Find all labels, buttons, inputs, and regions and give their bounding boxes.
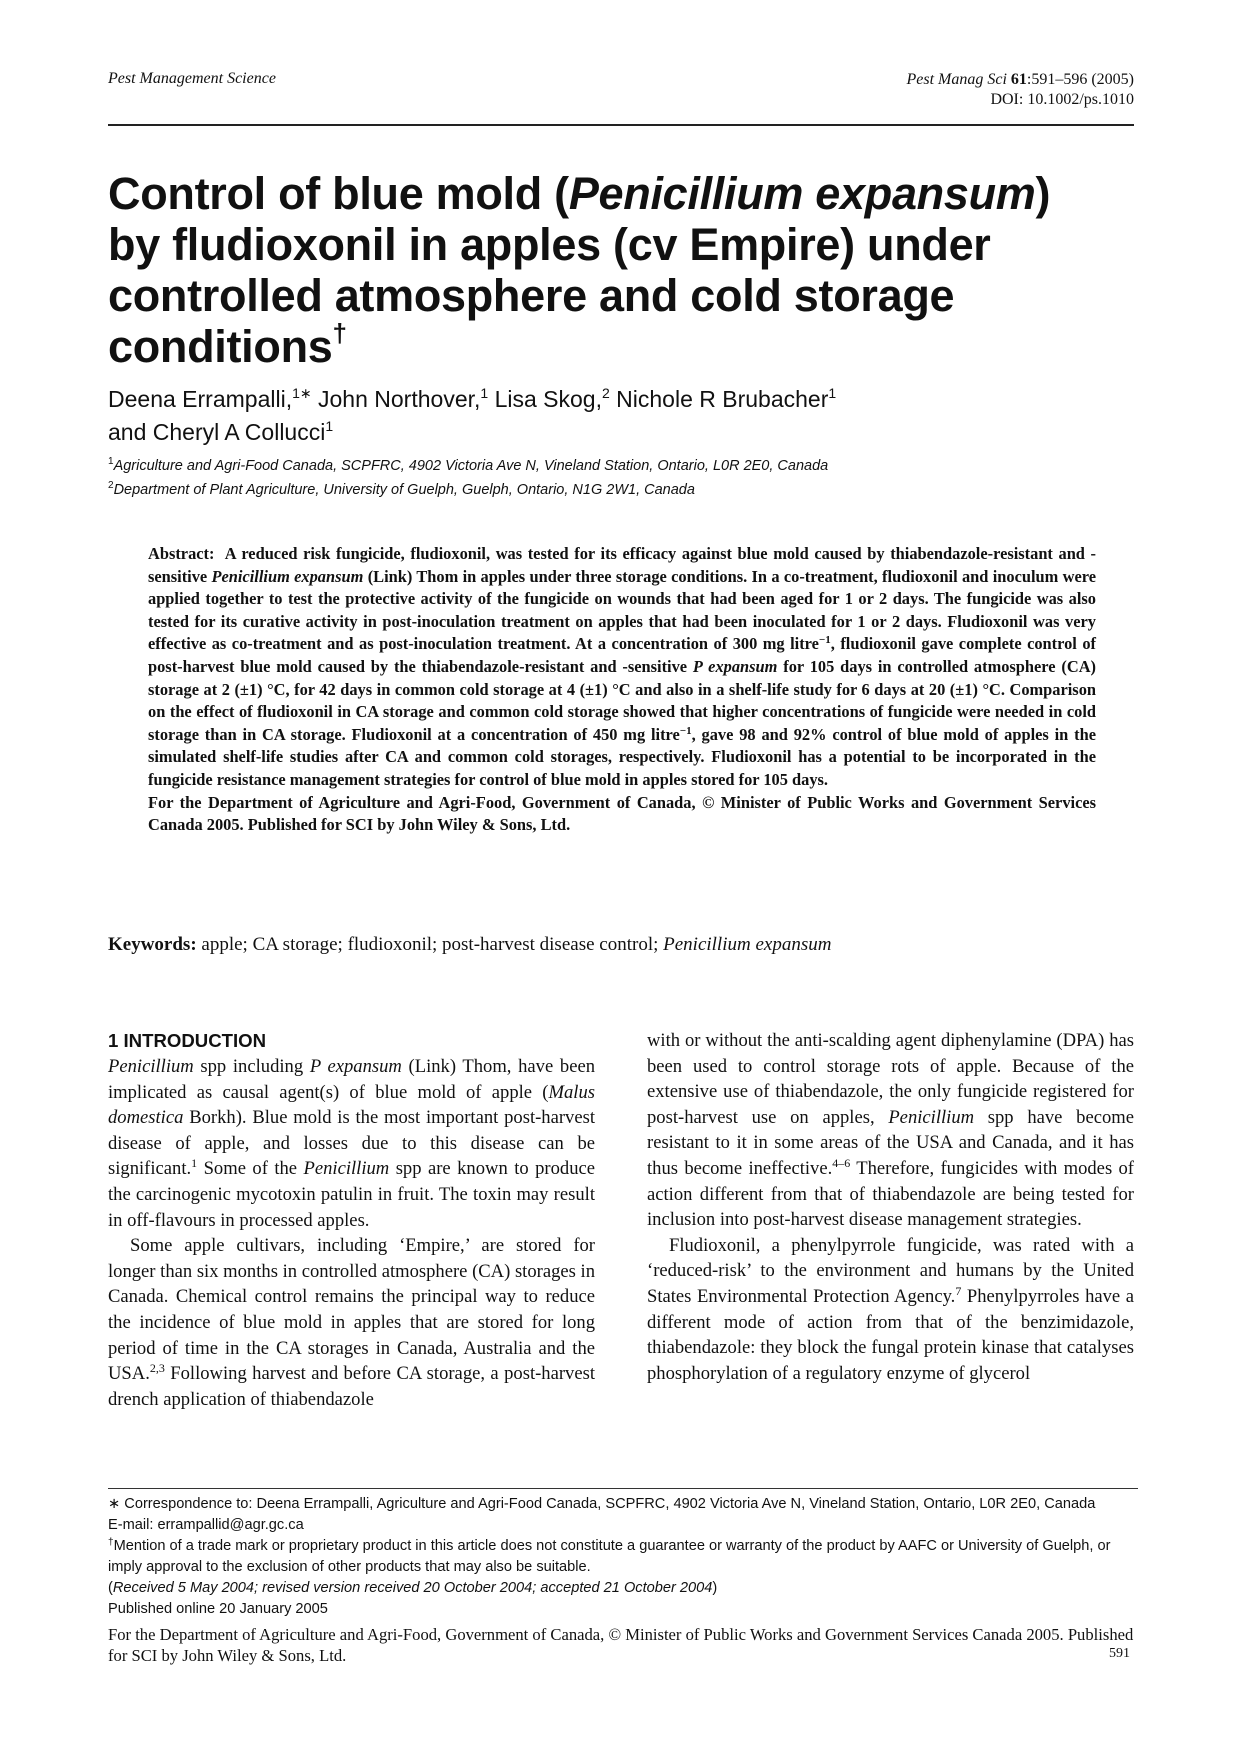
abstract-text: , gave 98 and 92% control of blue mold of apples in the simulated shelf-life studies after CA and common cold storages, respectively. Fludioxonil has a potential to be incorporated in the fungicide resistance management strategies for control of blue mold in apples stored for 105 days. [148,724,1096,789]
left-column [108,1028,595,1412]
author: John Northover, [311,386,481,412]
author: Nichole R Brubacher [609,386,829,412]
body-text: Some apple cultivars, including ‘Empire,’ are stored for longer than six months in controlled atmosphere (CA) storages in Canada. Chemical control remains the principal way to reduce the incidence of blue mold in apples that are stored for long period of time in the CA storages in Canada, Australia and the USA. [108,1235,595,1385]
body-text: spp are known to produce the carcinogenic mycotoxin patulin in fruit. The toxin may result in off-flavours in processed apples. [108,1158,595,1231]
body-text: Phenylpyrroles have a different mode of action from that of the benzimidazole, thiabendazole: they block the fungal protein kinase that catalyses phosphorylation of a regulatory enzyme of glycerol [647,1285,1134,1384]
paren: ) [712,1580,718,1596]
footer-copyright: For the Department of Agriculture and Agri-Food, Government of Canada, © Minister of Public Works and Government Services Canada 2005. Published for SCI by John Wiley & Sons, Ltd. [108,1625,1134,1665]
citation-pages: :591–596 (2005) [1026,71,1134,88]
paragraph [647,1233,1134,1387]
author: and Cheryl A Collucci [108,419,326,445]
page-number: 591 [1109,1646,1130,1661]
title-dagger: † [332,318,347,348]
trademark-note [108,1536,1138,1578]
affiliation [108,454,1138,478]
affiliation-number: 1 [108,456,114,467]
abstract-text: for 105 days in controlled atmosphere (CA) storage at 2 (±1) °C, for 42 days in common cold storage at 4 (±1) °C and also in a shelf-life study for 6 days at 20 (±1) °C. Comparison on the effect of fludioxonil in CA storage and common cold storage showed that higher concentrations of fungicide were needed in cold storage than in CA storage. Fludioxonil at a concentration of 450 mg litre [148,656,1096,744]
citation-journal: Pest Manag Sci [906,71,1007,88]
italic-text: Penicillium [888,1106,975,1128]
abstract-copyright: For the Department of Agriculture and Agri-Food, Government of Canada, © Minister of Public Works and Government Services Canada 2005. Published for SCI by John Wiley & Sons, Ltd. [148,792,1096,835]
paren: ( [108,1580,113,1596]
author-affiliation-mark: 1 [828,385,837,401]
abstract [148,543,1096,837]
footnote-divider [108,1488,1138,1489]
affiliations [108,454,1138,502]
body-text: Therefore, fungicides with modes of action different from that of thiabendazole are being tested for inclusion into post-harvest disease management strategies. [647,1157,1134,1231]
author: Deena Errampalli, [108,386,293,412]
body-text: Borkh). Blue mold is the most important post-harvest disease of apple, and losses due to this disease can be significant. [108,1107,595,1180]
affiliation-text: Agriculture and Agri-Food Canada, SCPFRC, 4902 Victoria Ave N, Vineland Station, Ontario, L0R 2E0, Canada [113,458,829,474]
reference-mark: 1 [191,1156,198,1171]
author-affiliation-mark: 2 [601,385,610,401]
abstract-italic: P expansum [692,656,778,676]
reference-mark: 4–6 [832,1155,851,1170]
keywords-label: Keywords: [108,934,197,955]
author-affiliation-mark: 1∗ [292,385,312,401]
footnotes [108,1494,1138,1620]
article-title [108,168,1108,372]
section-heading: 1 INTRODUCTION [108,1030,267,1051]
keywords-text: apple; CA storage; fludioxonil; post-harvest disease control; [196,934,664,955]
body-text: spp have become resistant to it in some areas of the USA and Canada, and it has thus become ineffective. [647,1106,1134,1179]
citation [906,70,1134,110]
journal-name: Pest Management Science [108,70,276,87]
author-affiliation-mark: 1 [325,418,334,434]
abstract-label: Abstract: [148,544,215,563]
body-text: spp including [193,1056,310,1077]
received-note [108,1578,1138,1599]
abstract-italic: Penicillium expansum [211,566,364,586]
citation-volume: 61 [1010,71,1027,88]
keywords [108,932,1138,958]
footnote-text: Correspondence to: Deena Errampalli, Agriculture and Agri-Food Canada, SCPFRC, 4902 Victoria Ave N, Vineland Station, Ontario, L0R 2E0, Canada [120,1496,1096,1512]
reference-mark: 2,3 [149,1361,165,1376]
email-note: E-mail: errampallid@agr.gc.ca [108,1517,304,1533]
abstract-body [148,543,1096,792]
author-list [108,383,1128,449]
affiliation [108,478,1138,502]
italic-text: Penicillium [303,1158,390,1180]
affiliation-number: 2 [108,480,114,491]
body-text: (Link) Thom, have been implicated as causal agent(s) of blue mold of apple ( [108,1056,595,1103]
abstract-text: , fludioxonil gave complete control of post-harvest blue mold caused by the thiabendazole-resistant and -sensitive [148,634,1097,676]
title-part-2: ) by fludioxonil in apples (cv Empire) under controlled atmosphere and cold storage conditions [108,168,1051,372]
body-text: Some of the [197,1158,304,1180]
paragraph [647,1028,1134,1233]
abstract-superscript: −1 [679,724,692,737]
author: Lisa Skog, [488,386,602,412]
footnote-mark: † [108,1537,114,1548]
abstract-text: (Link) Thom in apples under three storage conditions. In a co-treatment, fludioxonil and inoculum were applied together to test the protective activity of the fungicide on wounds that had been aged for 1 or 2 days. The fungicide was also tested for its curative activity in post-inoculation treatment on apples that had been inoculated for 1 or 2 days. Fludioxonil was very effective as co-treatment and as post-inoculation treatment. At a concentration of 300 mg litre [148,566,1096,654]
title-species: Penicillium expansum [568,168,1036,219]
citation-line [906,70,1134,90]
affiliation-text: Department of Plant Agriculture, University of Guelph, Guelph, Ontario, N1G 2W1, Canada [113,482,695,498]
paragraph [108,1054,595,1233]
italic-text: Malus domestica [108,1081,595,1129]
published-note: Published online 20 January 2005 [108,1601,328,1617]
reference-mark: 7 [955,1283,962,1298]
title-part-1: Control of blue mold ( [108,168,569,219]
right-column [647,1028,1134,1386]
italic-text: P expansum [309,1056,402,1077]
body-text: with or without the anti-scalding agent diphenylamine (DPA) has been used to control storage rots of apple. Because of the extensive use of thiabendazole, the only fungicide registered for post-harvest use on apples, [647,1030,1134,1128]
correspondence-note [108,1494,1138,1515]
paragraph [108,1233,595,1412]
footnote-mark: ∗ [108,1496,121,1512]
italic-text: Penicillium [108,1056,194,1077]
running-header [108,68,1134,126]
author-affiliation-mark: 1 [480,385,489,401]
keywords-italic: Penicillium expansum [663,934,832,955]
doi: DOI: 10.1002/ps.1010 [990,91,1134,108]
received-dates: Received 5 May 2004; revised version received 20 October 2004; accepted 21 October 2004 [112,1580,713,1596]
footnote-text: Mention of a trade mark or proprietary product in this article does not constitute a guarantee or warranty of the product by AAFC or University of Guelph, or imply approval to the exclusion of other products that may also be suitable. [108,1538,1111,1575]
body-text: Following harvest and before CA storage, a post-harvest drench application of thiabendazole [108,1363,595,1410]
body-text: Fludioxonil, a phenylpyrrole fungicide, was rated with a ‘reduced-risk’ to the environment and humans by the United States Environmental Protection Agency. [647,1234,1134,1307]
abstract-text: A reduced risk fungicide, fludioxonil, was tested for its efficacy against blue mold caused by thiabendazole-resistant and -sensitive [148,544,1096,586]
abstract-superscript: −1 [818,634,831,647]
